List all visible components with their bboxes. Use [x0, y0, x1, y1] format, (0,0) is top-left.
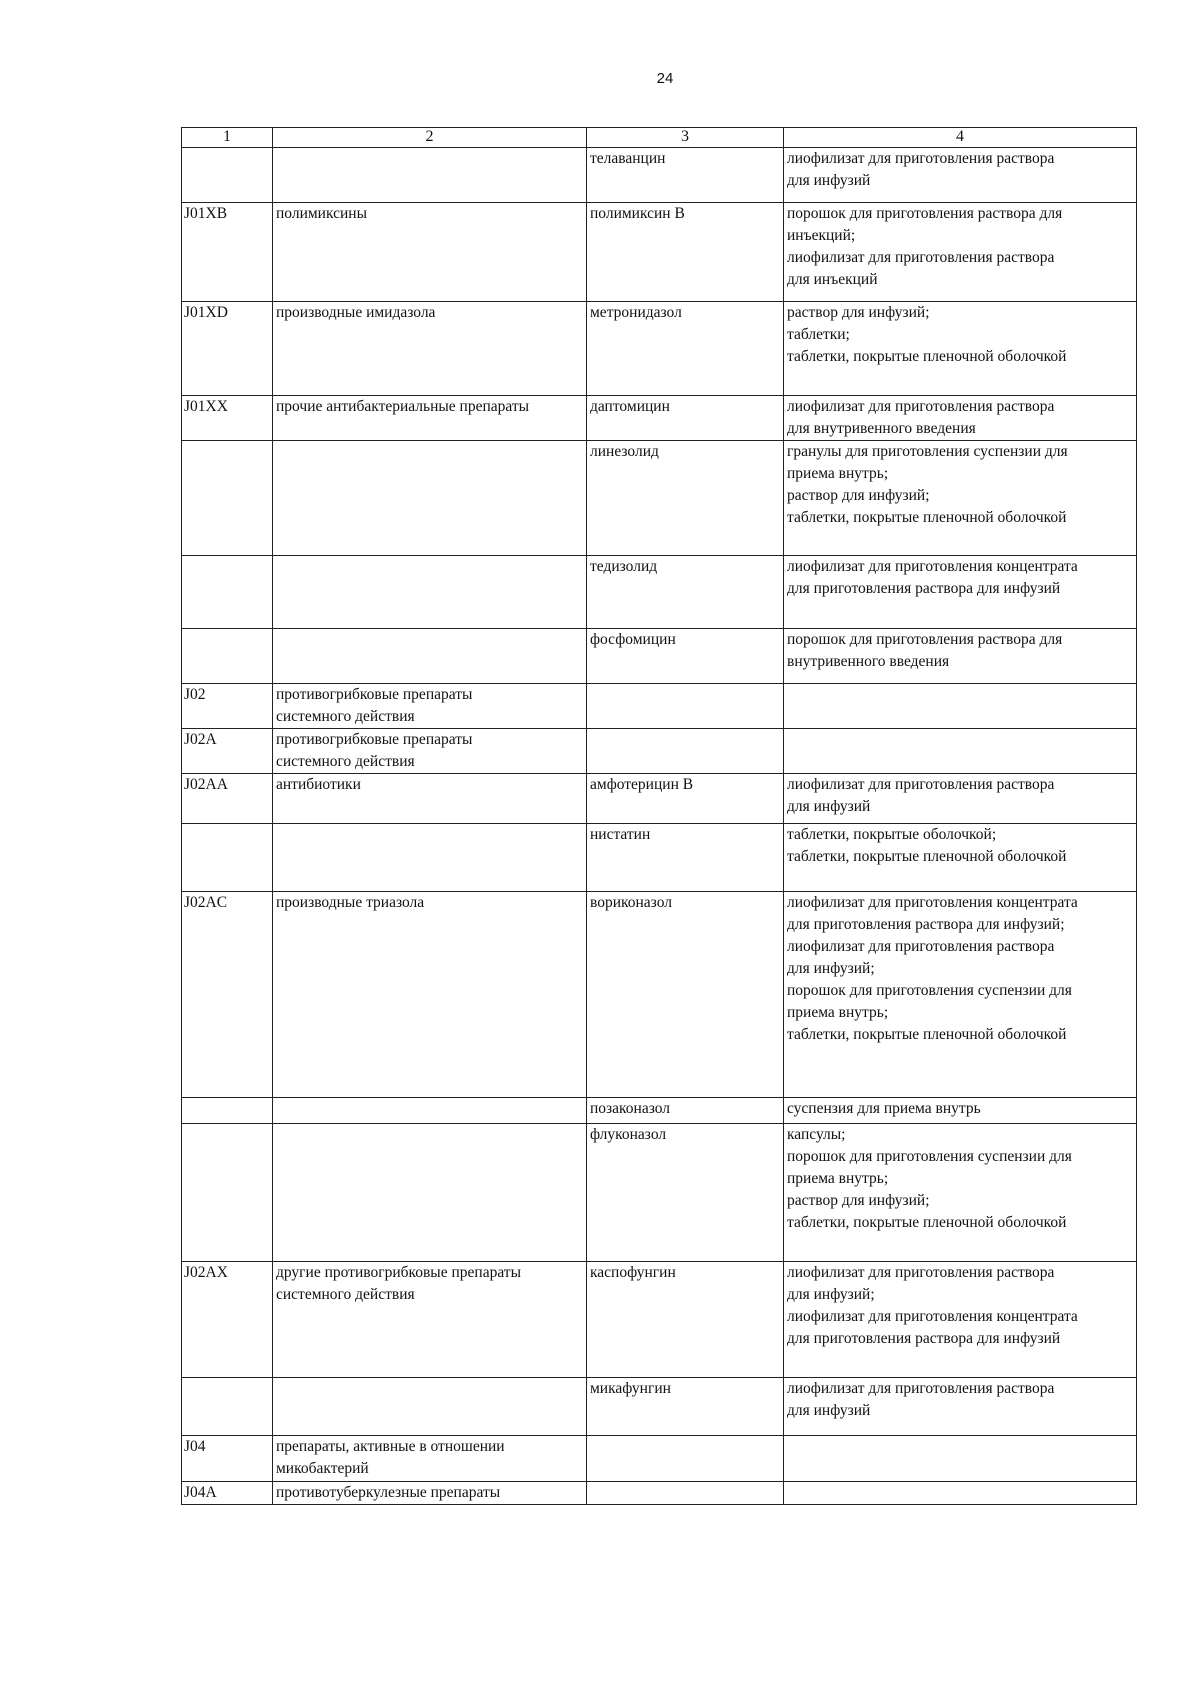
drug-name-cell: нистатин — [587, 824, 784, 892]
dosage-form-line: таблетки, покрытые пленочной оболочкой — [787, 348, 1067, 365]
dosage-form-line: для внутривенного введения — [787, 420, 976, 437]
table-row — [182, 441, 1137, 556]
atc-code-cell: J02A — [182, 729, 273, 774]
dosage-forms-cell — [784, 1378, 1137, 1436]
dosage-form-line: лиофилизат для приготовления концентрата — [787, 894, 1078, 911]
table-row — [182, 892, 1137, 1098]
group-name-line: противогрибковые препараты — [276, 686, 473, 703]
table-row — [182, 203, 1137, 302]
group-name-cell — [273, 1436, 587, 1482]
dosage-forms-cell — [784, 556, 1137, 629]
dosage-forms-cell — [784, 1436, 1137, 1482]
group-name-cell: полимиксины — [273, 203, 587, 302]
table-row — [182, 1124, 1137, 1262]
dosage-form-line: порошок для приготовления суспензии для — [787, 982, 1072, 999]
table-row — [182, 396, 1137, 441]
dosage-form-line: для инфузий; — [787, 960, 875, 977]
dosage-form-line: таблетки, покрытые оболочкой; — [787, 826, 997, 843]
atc-code-cell — [182, 1124, 273, 1262]
dosage-forms-cell — [784, 629, 1137, 684]
table-row — [182, 1378, 1137, 1436]
group-name-cell: противотуберкулезные препараты — [273, 1482, 587, 1505]
group-name-cell — [273, 1124, 587, 1262]
drug-name-cell: полимиксин B — [587, 203, 784, 302]
atc-code-cell: J04A — [182, 1482, 273, 1505]
dosage-form-line: лиофилизат для приготовления раствора — [787, 249, 1055, 266]
dosage-forms-cell — [784, 441, 1137, 556]
table-row — [182, 1262, 1137, 1378]
dosage-form-line: таблетки, покрытые пленочной оболочкой — [787, 1214, 1067, 1231]
drug-name-cell — [587, 1436, 784, 1482]
table-header-row — [182, 128, 1137, 148]
table-row — [182, 774, 1137, 824]
dosage-forms-cell — [784, 1262, 1137, 1378]
dosage-form-line: лиофилизат для приготовления раствора — [787, 776, 1055, 793]
atc-code-cell: J02AA — [182, 774, 273, 824]
dosage-form-line: гранулы для приготовления суспензии для — [787, 443, 1068, 460]
group-name-cell — [273, 148, 587, 203]
table-row — [182, 629, 1137, 684]
table-row — [182, 684, 1137, 729]
dosage-form-line: раствор для инфузий; — [787, 304, 930, 321]
column-header-2: 2 — [273, 128, 587, 148]
atc-code-cell — [182, 824, 273, 892]
atc-code-cell: J02 — [182, 684, 273, 729]
dosage-form-line: порошок для приготовления раствора для — [787, 205, 1063, 222]
medication-table — [181, 127, 1137, 1505]
dosage-form-line: капсулы; — [787, 1126, 846, 1143]
drug-name-cell: микафунгин — [587, 1378, 784, 1436]
dosage-form-line: лиофилизат для приготовления раствора — [787, 1264, 1055, 1281]
dosage-form-line: для приготовления раствора для инфузий — [787, 580, 1061, 597]
column-header-4: 4 — [784, 128, 1137, 148]
atc-code-cell — [182, 441, 273, 556]
group-name-cell — [273, 1262, 587, 1378]
dosage-form-line: приема внутрь; — [787, 1170, 889, 1187]
dosage-forms-cell — [784, 396, 1137, 441]
group-name-line: микобактерий — [276, 1460, 369, 1477]
group-name-cell — [273, 1098, 587, 1124]
dosage-forms-cell — [784, 1482, 1137, 1505]
drug-name-cell — [587, 729, 784, 774]
dosage-form-line: приема внутрь; — [787, 465, 889, 482]
atc-code-cell: J02AX — [182, 1262, 273, 1378]
atc-code-cell — [182, 629, 273, 684]
page-number: 24 — [656, 70, 674, 87]
drug-name-cell: линезолид — [587, 441, 784, 556]
dosage-form-line: для инфузий — [787, 1402, 871, 1419]
group-name-cell — [273, 729, 587, 774]
drug-name-cell: амфотерицин B — [587, 774, 784, 824]
dosage-forms-cell — [784, 1098, 1137, 1124]
atc-code-cell: J01XB — [182, 203, 273, 302]
dosage-forms-cell — [784, 302, 1137, 396]
atc-code-cell — [182, 1378, 273, 1436]
group-name-cell: антибиотики — [273, 774, 587, 824]
dosage-forms-cell — [784, 148, 1137, 203]
column-header-3: 3 — [587, 128, 784, 148]
group-name-cell — [273, 824, 587, 892]
group-name-cell: производные триазола — [273, 892, 587, 1098]
group-name-cell — [273, 1378, 587, 1436]
dosage-form-line: порошок для приготовления суспензии для — [787, 1148, 1072, 1165]
group-name-cell — [273, 556, 587, 629]
table-row — [182, 824, 1137, 892]
drug-name-cell: флуконазол — [587, 1124, 784, 1262]
dosage-form-line: приема внутрь; — [787, 1004, 889, 1021]
dosage-form-line: для инфузий; — [787, 1286, 875, 1303]
dosage-form-line: лиофилизат для приготовления раствора — [787, 938, 1055, 955]
atc-code-cell — [182, 556, 273, 629]
group-name-line: противогрибковые препараты — [276, 731, 473, 748]
column-header-1: 1 — [182, 128, 273, 148]
dosage-form-line: лиофилизат для приготовления концентрата — [787, 558, 1078, 575]
dosage-form-line: раствор для инфузий; — [787, 1192, 930, 1209]
table-row — [182, 1098, 1137, 1124]
atc-code-cell — [182, 1098, 273, 1124]
dosage-forms-cell — [784, 1124, 1137, 1262]
group-name-line: другие противогрибковые препараты — [276, 1264, 521, 1281]
table-row — [182, 1436, 1137, 1482]
group-name-line: системного действия — [276, 753, 415, 770]
dosage-form-line: для инфузий — [787, 798, 871, 815]
dosage-form-line: для инъекций — [787, 271, 878, 288]
dosage-form-line: лиофилизат для приготовления раствора — [787, 1380, 1055, 1397]
table-body — [182, 148, 1137, 1505]
dosage-form-line: лиофилизат для приготовления раствора — [787, 150, 1055, 167]
group-name-cell — [273, 629, 587, 684]
dosage-form-line: лиофилизат для приготовления раствора — [787, 398, 1055, 415]
drug-name-cell: фосфомицин — [587, 629, 784, 684]
dosage-forms-cell — [784, 824, 1137, 892]
drug-name-cell: позаконазол — [587, 1098, 784, 1124]
table-row — [182, 302, 1137, 396]
dosage-form-line: лиофилизат для приготовления концентрата — [787, 1308, 1078, 1325]
drug-name-cell — [587, 1482, 784, 1505]
dosage-form-line: таблетки, покрытые пленочной оболочкой — [787, 509, 1067, 526]
group-name-line: системного действия — [276, 708, 415, 725]
atc-code-cell: J01XX — [182, 396, 273, 441]
dosage-form-line: для приготовления раствора для инфузий — [787, 1330, 1061, 1347]
dosage-form-line: таблетки, покрытые пленочной оболочкой — [787, 1026, 1067, 1043]
table-row — [182, 556, 1137, 629]
dosage-forms-cell — [784, 729, 1137, 774]
dosage-form-line: инъекций; — [787, 227, 856, 244]
drug-name-cell: вориконазол — [587, 892, 784, 1098]
dosage-forms-cell — [784, 892, 1137, 1098]
table-row — [182, 729, 1137, 774]
group-name-line: препараты, активные в отношении — [276, 1438, 505, 1455]
drug-name-cell: каспофунгин — [587, 1262, 784, 1378]
dosage-form-line: для инфузий — [787, 172, 871, 189]
group-name-cell — [273, 441, 587, 556]
drug-name-cell: телаванцин — [587, 148, 784, 203]
dosage-form-line: суспензия для приема внутрь — [787, 1100, 981, 1117]
drug-name-cell: метронидазол — [587, 302, 784, 396]
table-row — [182, 148, 1137, 203]
drug-name-cell: тедизолид — [587, 556, 784, 629]
table-row — [182, 1482, 1137, 1505]
dosage-forms-cell — [784, 774, 1137, 824]
drug-name-cell — [587, 684, 784, 729]
dosage-form-line: таблетки, покрытые пленочной оболочкой — [787, 848, 1067, 865]
atc-code-cell: J04 — [182, 1436, 273, 1482]
group-name-line: системного действия — [276, 1286, 415, 1303]
drug-name-cell: даптомицин — [587, 396, 784, 441]
dosage-form-line: таблетки; — [787, 326, 850, 343]
atc-code-cell — [182, 148, 273, 203]
dosage-form-line: для приготовления раствора для инфузий; — [787, 916, 1065, 933]
group-name-cell — [273, 684, 587, 729]
atc-code-cell: J02AC — [182, 892, 273, 1098]
dosage-form-line: раствор для инфузий; — [787, 487, 930, 504]
atc-code-cell: J01XD — [182, 302, 273, 396]
dosage-forms-cell — [784, 203, 1137, 302]
group-name-cell: прочие антибактериальные препараты — [273, 396, 587, 441]
group-name-cell: производные имидазола — [273, 302, 587, 396]
dosage-form-line: внутривенного введения — [787, 653, 950, 670]
dosage-forms-cell — [784, 684, 1137, 729]
dosage-form-line: порошок для приготовления раствора для — [787, 631, 1063, 648]
